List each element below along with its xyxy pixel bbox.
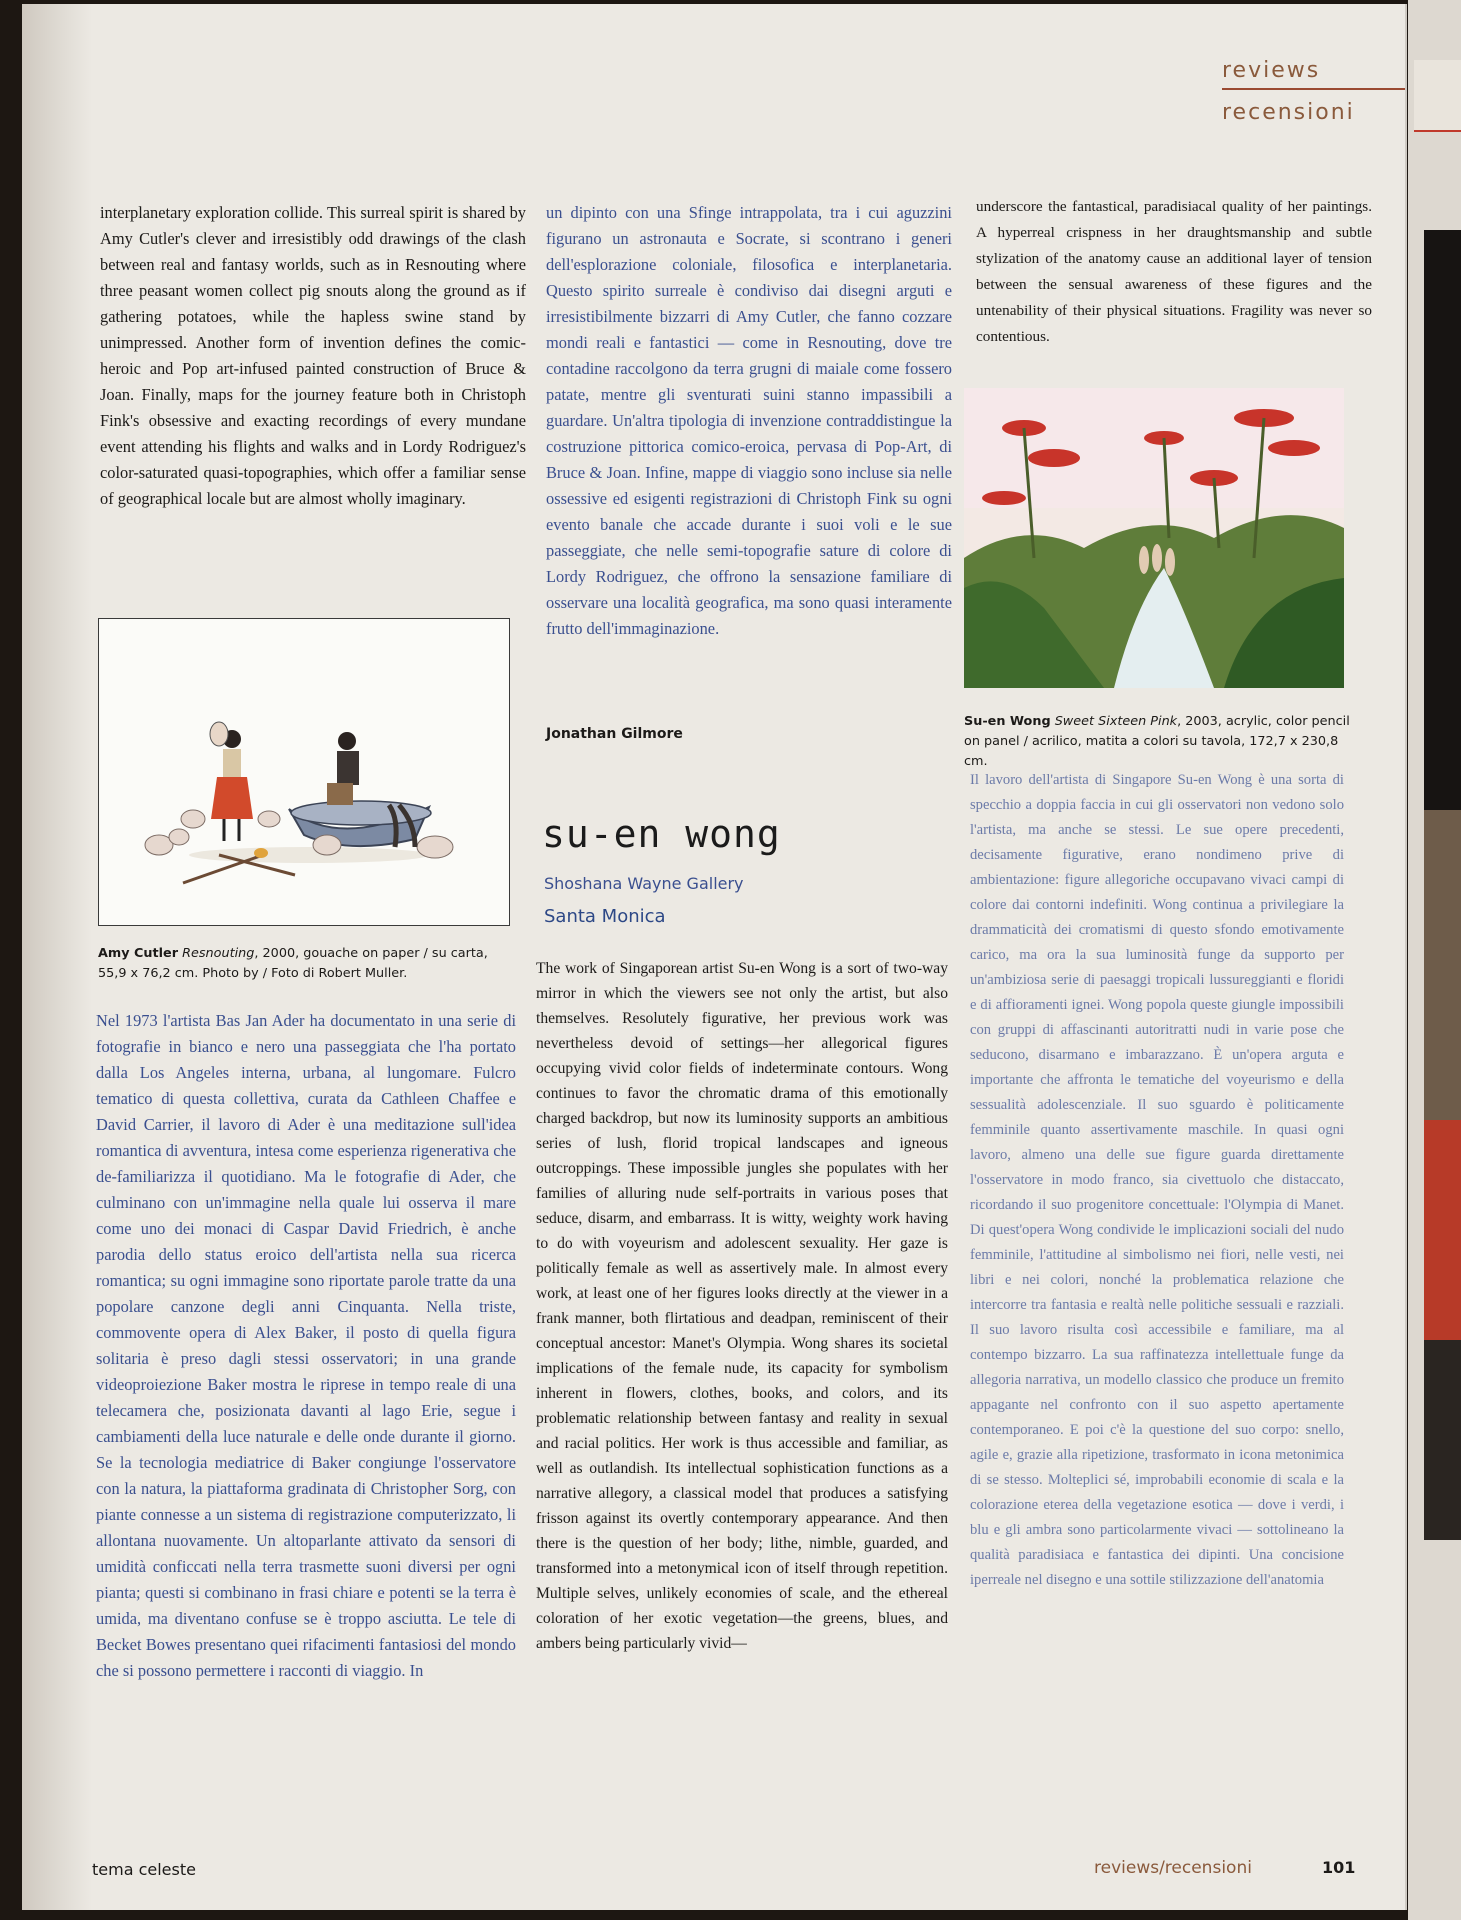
caption-title: Sweet Sixteen Pink	[1054, 714, 1178, 729]
gallery-city: Santa Monica	[544, 906, 666, 927]
column-2-italian	[546, 200, 952, 642]
column-3-italian-text: Il lavoro dell'artista di Singapore Su-en Wong è una sorta di specchio a doppia faccia in cui gli osservatori non vedono solo l'artista, ma anche se stessi. Le sue opere precedenti, decisamente figurative, erano nondimeno prive di ambientazione: figure allegoriche occupavano vivaci campi di colore dai contorni indefiniti. Wong continua a privilegiare la drammaticità dei cromatismi di questo sfondo emotivamente carico, ma ora la sua luminosità funge da supporto per un'ambiziosa serie di paesaggi tropicali lussureggianti e floridi e di affioramenti ignei. Wong popola queste giungle impossibili con gruppi di affascinanti autoritratti nudi in varie pose che seducono, disarmano e imbarazzano. È un'opera arguta e importante che affronta le tematiche del voyeurismo e della sessualità adolescenziale. Il suo sguardo è politicamente femminile quanto assertivamente maschile. In quasi ogni lavoro, almeno una delle sue figure guarda direttamente l'osservatore in modo franco, sia civettuolo che distaccato, ricordando il suo progenitore concettuale: l'Olympia di Manet. Di quest'opera Wong condivide le implicazioni sociali del nudo femminile, l'attitudine al simbolismo nei fiori, nelle vesti, nei libri e nei colori, nonché la problematica relazione che intercorre tra fantasia e realtà nelle politiche sessuali e razziali. Il suo lavoro risulta così accessibile e familiare, ma al contempo bizzarro. La sua raffinatezza intellettuale funge da allegoria narrativa, un modello classico che produce un fremito appagante nel confronto con il suo aspetto apertamente contemporaneo. E poi c'è la questione del suo corpo: snello, agile e, grazie alla ripetizione, trasformato in icona metonimica di se stesso. Molteplici sé, improbabili economie di scala e la colorazione eterea della vegetazione esotica — dove i verdi, i blu e gli ambra sono particolarmente vivaci — sottolineano la qualità paradisiaca e fantastica dei dipinti. Una concisione iperreale nel disegno e una sottile stilizzazione dell'anatomia	[970, 772, 1344, 1588]
gallery-name: Shoshana Wayne Gallery	[544, 874, 744, 893]
header-section-en: reviews	[1222, 58, 1321, 83]
column-2-italian-text: un dipinto con una Sfinge intrappolata, tra i cui aguzzini figurano un astronauta e Socrate, si scontrano i generi dell'esplorazione coloniale, filosofica e interplanetaria. Questo spirito surreale è condiviso dai disegni arguti e irresistibilmente bizzarri di Amy Cutler, che fanno cozzare mondi reali e fantastici — come in Resnouting, dove tre contadine raccolgono da terra grugni di maiale come fossero patate, mentre gli sventurati suini stanno impassibili a guardare. Un'altra tipologia di invenzione contraddistingue la costruzione pittorica comico-eroica, pervasa di Pop-Art, di Bruce & Joan. Infine, mappe di viaggio sono incluse sia nelle ossessive ed esigenti registrazioni di Christoph Fink su ogni evento banale che accade durante i suoi voli e le sue passeggiate, che nelle semi-topografie sature di colore di Lordy Rodriguez, che offrono la sensazione familiare di osservare una località geografica, ma sono quasi interamente frutto dell'immaginazione.	[546, 203, 952, 638]
caption-artist: Su-en Wong	[964, 714, 1051, 729]
column-1-italian-text: Nel 1973 l'artista Bas Jan Ader ha documentato in una serie di fotografie in bianco e nero una passeggiata che l'ha portato dalla Los Angeles interna, urbana, al lungomare. Fulcro tematico di questa collettiva, curata da Cathleen Chaffee e David Carrier, il lavoro di Ader è una meditazione sull'idea romantica di avventura, intesa come esperienza rigenerativa che de-familiarizza il quotidiano. Ma le fotografie di Ader, che culminano con un'immagine nella quale lui osserva il mare come uno dei monaci di Caspar David Friedrich, è anche parodia dello status eroico dell'artista nella sua ricerca romantica; su ogni immagine sono riportate parole tratte da una popolare canzone degli anni Cinquanta. Nella triste, commovente opera di Alex Baker, il posto di quella figura solitaria è preso dagli stessi osservatori; in una grande videoproiezione Baker mostra le riprese in tempo reale di una telecamera che, posizionata davanti al lago Erie, segue i cambiamenti della luce naturale e delle onde durante il giorno. Se la tecnologia mediatrice di Baker congiunge l'osservatore con la natura, la piattaforma gradinata di Christopher Sorg, con piante connesse a un sistema di registrazione computerizzato, li allontana nuovamente. Un altoparlante attivato da sensori di umidità conficcati nella terra trasmette suoni diversi per ogni pianta; questi si combinano in frasi chiare e potenti se la terra è umida, ma diventano confuse se è troppo asciutta. Le tele di Becket Bowes presentano quei rifacimenti fantasiosi del mondo che si possono permettere i racconti di viaggio. In	[96, 1011, 516, 1680]
column-2-english	[536, 956, 948, 1656]
column-2-english-text: The work of Singaporean artist Su-en Wong is a sort of two-way mirror in which the viewers see not only the artist, but also themselves. Resolutely figurative, her previous work was nevertheless devoid of settings—her allegorical figures occupying vivid color fields of indeterminate contours. Wong continues to favor the chromatic drama of this emotionally charged backdrop, but now its luminosity supports an ambitious series of lush, florid tropical landscapes and igneous outcroppings. These impossible jungles she populates with her families of alluring nude self-portraits in various poses that seduce, disarm, and embarrass. It is witty, weighty work having to do with voyeurism and adolescent sexuality. Her gaze is politically female as well as assertively male. In almost every work, at least one of her figures looks directly at the viewer in a frank manner, both flirtatious and deadpan, reminiscent of their conceptual ancestor: Manet's Olympia. Wong shares its societal implications of the female nude, its capacity for symbolism inherent in flowers, clothes, books, and colors, and its problematic relationship between fantasy and reality in sexual and racial politics. Her work is thus accessible and familiar, as well as outlandish. Its intellectual sophistication functions as a narrative allegory, a classical model that produces a satisfying frisson against its overtly contemporary appearance. And then there is the question of her body; lithe, nimble, guarded, and transformed into a metonymical icon of itself through repetition. Multiple selves, unlikely economies of scale, and the ethereal coloration of her exotic vegetation—the greens, blues, and ambers being particularly vivid—	[536, 960, 948, 1652]
column-3-english	[976, 194, 1372, 350]
resnouting-drawing	[99, 619, 509, 925]
header-section-it: recensioni	[1222, 100, 1355, 125]
column-1-english	[100, 200, 526, 512]
review-title: su-en wong	[542, 812, 781, 856]
edge-band	[1424, 230, 1461, 810]
figure-caption-amy-cutler	[98, 944, 518, 984]
adjacent-page-edge	[1408, 0, 1461, 1920]
caption-details: , 2003, acrylic, color pencil on panel / acrilico, matita a colori su tavola, 172,7 x 230,8 cm.	[964, 714, 1350, 769]
magazine-page	[22, 4, 1407, 1910]
header-rule	[1222, 88, 1405, 90]
column-1-english-text: interplanetary exploration collide. This surreal spirit is shared by Amy Cutler's clever and irresistibly odd drawings of the clash between real and fantasy worlds, such as in Resnouting where three peasant women collect pig snouts along the ground as if gathering potatoes, while the hapless swine stand by unimpressed. Another form of invention defines the comic-heroic and Pop art-infused painted construction of Bruce & Joan. Finally, maps for the journey feature both in Christoph Fink's obsessive and exacting recordings of every mundane event attending his flights and walks and in Lordy Rodriguez's color-saturated quasi-topographies, which offer a familiar sense of geographical locale but are almost wholly imaginary.	[100, 203, 526, 508]
column-3-italian	[970, 768, 1344, 1593]
sweet-sixteen-pink-painting	[964, 388, 1344, 688]
edge-band	[1424, 810, 1461, 1120]
edge-band	[1424, 1340, 1461, 1540]
page-number: 101	[1322, 1858, 1356, 1877]
footer-section: reviews/recensioni	[1094, 1858, 1252, 1878]
column-1-italian	[96, 1008, 516, 1684]
review-author: Jonathan Gilmore	[546, 726, 683, 742]
figure-su-en-wong	[964, 388, 1344, 688]
figure-amy-cutler	[98, 618, 510, 926]
edge-band	[1424, 1120, 1461, 1340]
figure-caption-su-en-wong	[964, 712, 1354, 772]
column-3-english-text: underscore the fantastical, paradisiacal quality of her paintings. A hyperreal crispness in her draughtsmanship and subtle stylization of the anatomy cause an additional layer of tension between the sensual awareness of these figures and the untenability of their physical situations. Fragility was never so contentious.	[976, 198, 1372, 345]
caption-details: , 2000, gouache on paper / su carta, 55,9 x 76,2 cm. Photo by / Foto di Robert Muller.	[98, 946, 488, 981]
edge-band	[1414, 60, 1461, 132]
caption-artist: Amy Cutler	[98, 946, 179, 961]
caption-title: Resnouting	[182, 946, 255, 961]
magazine-name: tema celeste	[92, 1860, 196, 1879]
